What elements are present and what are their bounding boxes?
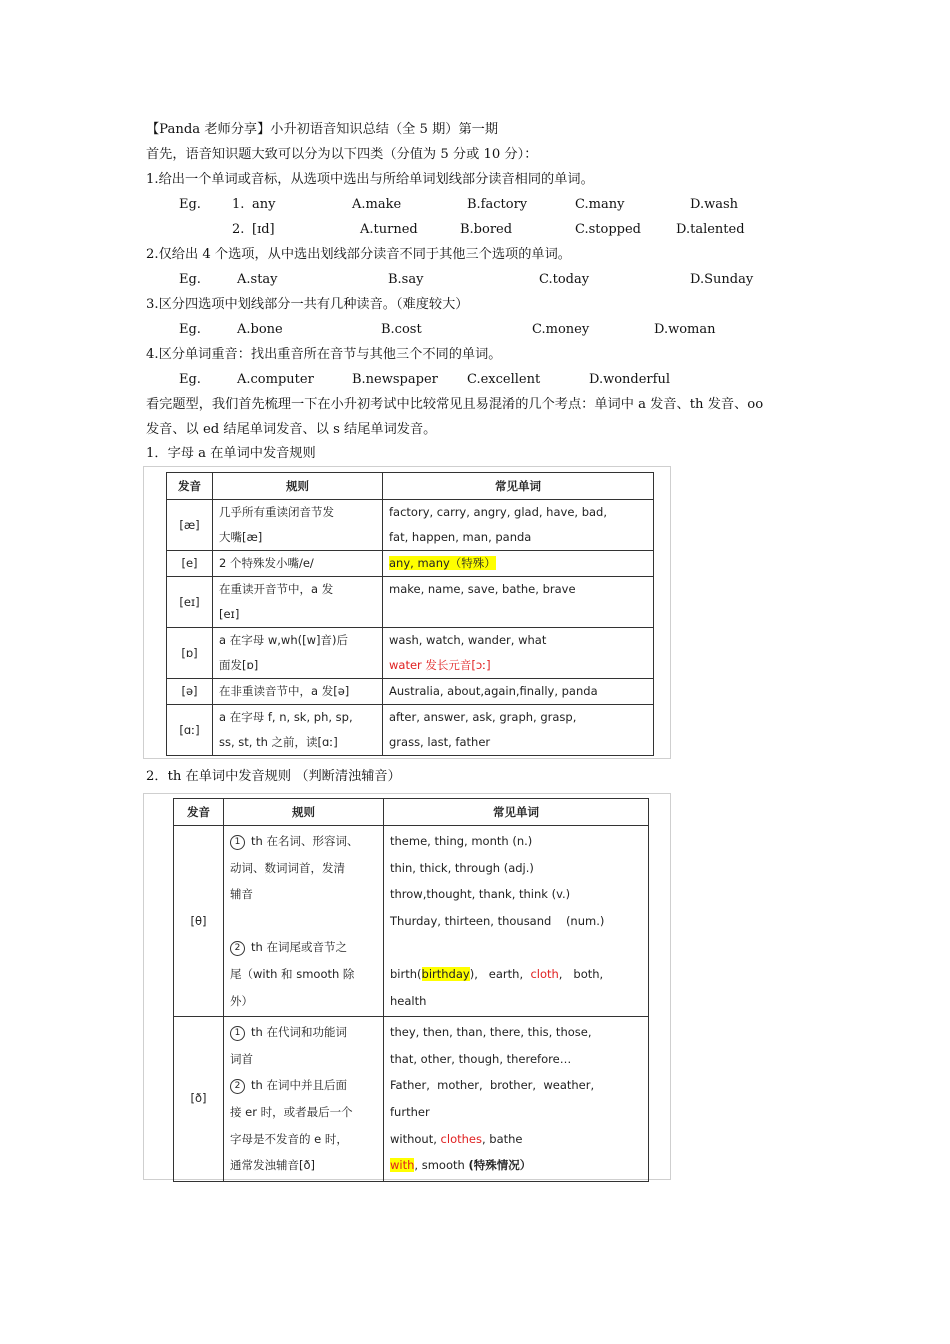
words-text: factory, carry, angry, glad, have, bad,: [389, 505, 608, 519]
exception-note: water 发长元音[ɔː]: [389, 658, 491, 672]
option-b: B.say: [388, 272, 424, 287]
header-rule: 规则: [213, 473, 383, 500]
words-text: they, then, than, there, this, those,: [390, 1025, 592, 1040]
words-text: theme, thing, month (n.): [390, 834, 533, 848]
sound-cell: [e]: [167, 551, 213, 577]
focus-text-continued: 发音、以 ed 结尾单词发音、以 s 结尾单词发音。: [146, 422, 437, 437]
sound-cell: [ð]: [174, 1017, 224, 1182]
rule-text: 词首: [230, 1051, 253, 1066]
header-sound: 发音: [174, 799, 224, 826]
words-text: grass, last, father: [389, 735, 491, 749]
words-text: Father, mother, brother, weather,: [390, 1078, 595, 1093]
rule-cell: [213, 577, 383, 628]
table-header-row: [167, 473, 654, 500]
red-word: cloth: [530, 966, 559, 981]
words-text: , smooth: [414, 1158, 469, 1173]
th-pronunciation-table: [173, 798, 649, 1182]
words-cell: [383, 628, 654, 679]
type4-text: 4.区分单词重音：找出重音所在音节与其他三个不同的单词。: [146, 347, 502, 362]
rule-text: 动词、数词词首，发清: [230, 860, 345, 875]
words-cell: [384, 826, 649, 1017]
highlighted-word: birthday: [421, 966, 470, 981]
words-text: further: [390, 1104, 430, 1119]
words-text: ), earth,: [469, 966, 531, 981]
sound-cell: [ɒ]: [167, 628, 213, 679]
eg-label: Eg.: [179, 197, 201, 212]
question-stem: any: [252, 197, 276, 212]
circled-number: 1: [230, 835, 245, 850]
table-row: [167, 705, 654, 756]
rule-text: 字母是不发音的 e 时，: [230, 1131, 348, 1146]
table-row: [167, 679, 654, 705]
circled-number: 2: [230, 1079, 245, 1094]
words-text: that, other, though, therefore…: [390, 1051, 572, 1066]
table-header-row: [174, 799, 649, 826]
focus-text: 看完题型，我们首先梳理一下在小升初考试中比较常见且易混淆的几个考点：单词中 a 发音、th 发音、oo: [146, 397, 764, 412]
option-d: D.woman: [654, 322, 716, 337]
option-d: D.wash: [690, 197, 739, 212]
option-b: B.cost: [381, 322, 422, 337]
words-cell: [383, 500, 654, 551]
sound-cell: [ə]: [167, 679, 213, 705]
header-words: 常见单词: [383, 473, 654, 500]
rule-text: th 在词中并且后面: [251, 1078, 347, 1093]
rule-cell: 2 个特殊发小嘴/e/: [213, 551, 383, 577]
words-text: , bathe: [481, 1131, 523, 1146]
header-rule: 规则: [224, 799, 384, 826]
words-text: after, answer, ask, graph, grasp,: [389, 710, 577, 724]
sound-cell: [æ]: [167, 500, 213, 551]
red-word: clothes: [440, 1131, 482, 1146]
rule-cell: [213, 628, 383, 679]
table-row: [167, 500, 654, 551]
section2-heading: 2．th 在单词中发音规则 （判断清浊辅音）: [146, 769, 401, 784]
table-row: [174, 826, 649, 1017]
rule-text: 在重读开音节中，a 发: [219, 582, 334, 596]
option-c: C.today: [539, 272, 590, 287]
rule-text: 大嘴[æ]: [219, 530, 263, 544]
words-cell: [383, 551, 654, 577]
rule-text: th 在词尾或音节之: [251, 940, 347, 955]
option-d: D.Sunday: [690, 272, 754, 287]
type3-text: 3.区分四选项中划线部分一共有几种读音。（难度较大）: [146, 297, 469, 312]
option-d: D.wonderful: [589, 372, 670, 387]
section1-heading: 1．字母 a 在单词中发音规则: [146, 446, 316, 461]
a-pronunciation-table: [166, 472, 654, 756]
option-b: B.bored: [460, 222, 513, 237]
rule-text: th 在代词和功能词: [251, 1025, 347, 1040]
rule-cell: [213, 500, 383, 551]
rule-text: 辅音: [230, 887, 253, 902]
eg-label: Eg.: [179, 372, 201, 387]
rule-text: a 在字母 f, n, sk, ph, sp,: [219, 710, 353, 724]
words-text: birth(: [390, 966, 422, 981]
words-text: Thurday, thirteen, thousand (num.): [390, 913, 605, 928]
option-c: C.money: [532, 322, 590, 337]
header-words: 常见单词: [384, 799, 649, 826]
rule-text: 外）: [230, 993, 253, 1008]
option-a: A.computer: [237, 372, 314, 387]
rule-cell: [224, 826, 384, 1017]
sound-cell: [eɪ]: [167, 577, 213, 628]
rule-text: ss, st, th 之前，读[ɑː]: [219, 735, 338, 749]
rule-text: 面发[ɒ]: [219, 658, 259, 672]
rule-text: 通常发浊辅音[ð]: [230, 1158, 316, 1173]
rule-cell: [213, 705, 383, 756]
words-text: throw,thought, thank, think (v.): [390, 887, 571, 902]
words-text: without,: [390, 1131, 441, 1146]
rule-text: 接 er 时，或者最后一个: [230, 1104, 353, 1119]
option-a: A.bone: [237, 322, 283, 337]
circled-number: 1: [230, 1026, 245, 1041]
question-number: 2.: [232, 222, 245, 237]
words-text: health: [390, 993, 427, 1008]
type1-text: 1.给出一个单词或音标，从选项中选出与所给单词划线部分读音相同的单词。: [146, 172, 594, 187]
option-c: C.stopped: [575, 222, 641, 237]
circled-number: 2: [230, 941, 245, 956]
page-title: 【Panda 老师分享】小升初语音知识总结（全 5 期）第一期: [146, 122, 499, 137]
highlighted-words: any, many（特殊）: [389, 556, 496, 570]
rule-text: [eɪ]: [219, 607, 240, 621]
words-text: wash, watch, wander, what: [389, 633, 547, 647]
table-row: [167, 551, 654, 577]
intro-text: 首先，语音知识题大致可以分为以下四类（分值为 5 分或 10 分）：: [146, 147, 538, 162]
words-text: fat, happen, man, panda: [389, 530, 532, 544]
highlighted-word: with: [390, 1158, 415, 1173]
words-cell: [383, 705, 654, 756]
words-cell: [384, 1017, 649, 1182]
rule-text: th 在名词、形容词、: [251, 834, 359, 848]
option-b: B.newspaper: [352, 372, 438, 387]
rule-cell: 在非重读音节中，a 发[ə]: [213, 679, 383, 705]
option-a: A.make: [352, 197, 402, 212]
words-text: , both,: [558, 966, 604, 981]
option-a: A.stay: [237, 272, 278, 287]
words-cell: make, name, save, bathe, brave: [383, 577, 654, 628]
question-stem: [ɪd]: [252, 222, 275, 237]
rule-text: a 在字母 w,wh([w]音)后: [219, 633, 348, 647]
sound-cell: [θ]: [174, 826, 224, 1017]
option-d: D.talented: [676, 222, 745, 237]
eg-label: Eg.: [179, 272, 201, 287]
rule-text: 尾（with 和 smooth 除: [230, 966, 355, 981]
question-number: 1.: [232, 197, 245, 212]
eg-label: Eg.: [179, 322, 201, 337]
type2-text: 2.仅给出 4 个选项，从中选出划线部分读音不同于其他三个选项的单词。: [146, 247, 571, 262]
table-row: [174, 1017, 649, 1182]
option-c: C.many: [575, 197, 625, 212]
option-a: A.turned: [360, 222, 418, 237]
header-sound: 发音: [167, 473, 213, 500]
sound-cell: [ɑː]: [167, 705, 213, 756]
rule-text: 几乎所有重读闭音节发: [219, 505, 334, 519]
option-c: C.excellent: [467, 372, 541, 387]
words-text: thin, thick, through (adj.): [390, 860, 534, 875]
option-b: B.factory: [467, 197, 528, 212]
special-case-note: (特殊情况）: [468, 1158, 532, 1173]
rule-cell: [224, 1017, 384, 1182]
table-row: [167, 628, 654, 679]
table-row: [167, 577, 654, 628]
words-cell: Australia, about,again,finally, panda: [383, 679, 654, 705]
